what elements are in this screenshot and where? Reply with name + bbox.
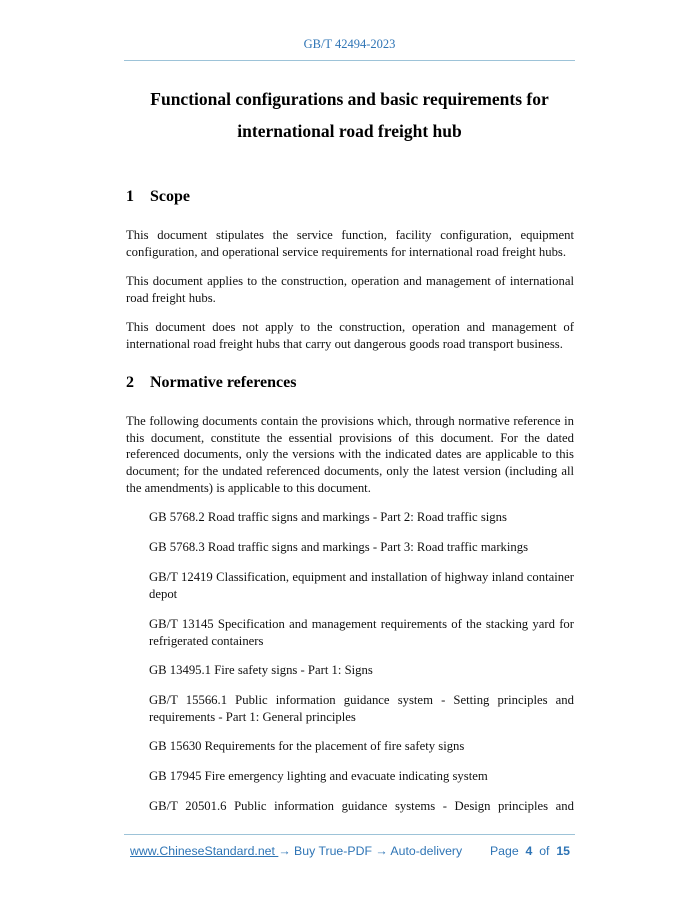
section-title: Normative references <box>150 374 297 391</box>
reference-item: GB/T 13145 Specification and management requirements of the stacking yard for refrigerated containers <box>149 617 574 648</box>
chinese-standard-link[interactable]: www.ChineseStandard.net <box>130 844 279 858</box>
reference-item: GB 13495.1 Fire safety signs - Part 1: Signs <box>149 663 373 677</box>
section-title: Scope <box>150 188 190 205</box>
section-heading-normative-references <box>126 374 296 392</box>
scope-paragraph-2: This document applies to the construction, operation and management of international road freight hubs. <box>126 274 574 305</box>
page-total: 15 <box>556 844 570 858</box>
page-of-label: of <box>539 844 550 858</box>
doc-title-line-2: international road freight hub <box>237 121 462 141</box>
scope-paragraph-3: This document does not apply to the construction, operation and management of international road freight hubs that carry out dangerous goods road transport business. <box>126 320 574 351</box>
section-heading-scope <box>126 188 190 206</box>
page-current: 4 <box>525 844 533 858</box>
reference-item: GB 17945 Fire emergency lighting and evacuate indicating system <box>149 769 488 783</box>
reference-item: GB/T 15566.1 Public information guidance system - Setting principles and requirements - Part 1: General principles <box>149 693 574 724</box>
page-footer <box>130 844 570 862</box>
footer-promo-text: → Buy True-PDF → Auto-delivery <box>278 844 463 858</box>
doc-title-line-1: Functional configurations and basic requirements for <box>150 89 549 109</box>
scope-paragraph-1: This document stipulates the service function, facility configuration, equipment configuration, and operational service requirements for international road freight hubs. <box>126 228 574 259</box>
reference-item: GB/T 12419 Classification, equipment and installation of highway inland container depot <box>149 570 574 601</box>
page-indicator <box>490 844 570 858</box>
section-number: 1 <box>126 188 134 205</box>
reference-item: GB 5768.2 Road traffic signs and markings - Part 2: Road traffic signs <box>149 510 507 524</box>
normative-intro-paragraph: The following documents contain the provisions which, through normative reference in this document, constitute the essential provisions of this document. For the dated referenced documents, only the versions with the indicated dates are applicable to this document; for the undated referenced documents, only the latest version (including all the amendments) is applicable to this document. <box>126 414 574 495</box>
header-divider <box>124 60 575 61</box>
reference-item: GB 15630 Requirements for the placement of fire safety signs <box>149 739 465 753</box>
header-doc-code: GB/T 42494-2023 <box>303 37 396 51</box>
section-number: 2 <box>126 374 134 391</box>
footer-promo <box>130 844 462 858</box>
reference-item: GB/T 20501.6 Public information guidance systems - Design principles and <box>149 799 574 813</box>
footer-divider <box>124 834 575 835</box>
reference-item: GB 5768.3 Road traffic signs and markings - Part 3: Road traffic markings <box>149 540 529 554</box>
page-label: Page <box>489 844 519 858</box>
